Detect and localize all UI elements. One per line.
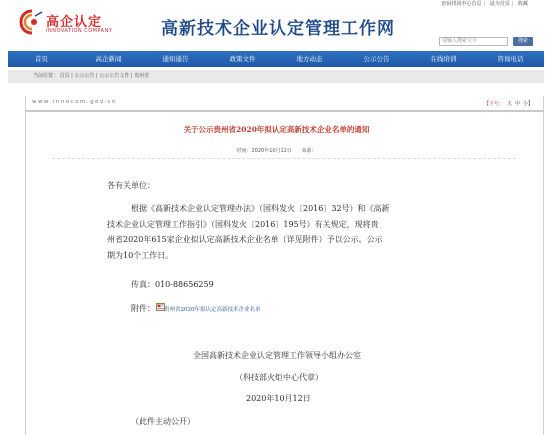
site-url: www.innocom.gov.cn [32, 99, 118, 105]
logo-text: 高企认定 [46, 15, 103, 30]
paragraph-line: 根据《高新技术企业认定管理办法》（国科发火〔2016〕32号）和《高新 [131, 204, 390, 213]
font-size-medium[interactable]: 中 [515, 101, 521, 107]
divider [52, 158, 516, 159]
paragraph-line: 州省2020年615家企业拟认定高新技术企业名单（详见附件）予以公示。公示 [107, 235, 383, 244]
nav-item-home[interactable]: 首页 [35, 55, 48, 63]
top-link-set-homepage[interactable]: 设为首页 [489, 1, 510, 7]
top-link-favorite[interactable]: 收藏 [517, 1, 528, 7]
top-link-separator: | [483, 1, 486, 7]
divider [25, 110, 544, 112]
signature-org: 全国高新技术企业认定管理工作领导小组办公室 [193, 351, 361, 360]
nav-item-news[interactable]: 高企新闻 [95, 55, 122, 63]
attachment-label: 附件： [131, 304, 155, 313]
site-title: 高新技术企业认定管理工作网 [161, 19, 395, 39]
logo-mark-icon [18, 8, 46, 36]
article-source: 来源： [301, 148, 317, 154]
search-input[interactable]: 请输入搜索文字 [439, 37, 508, 46]
nav-item-notices[interactable]: 通知通告 [162, 55, 189, 63]
font-size-label: 【字号： [484, 101, 505, 107]
article-fax: 传真：010-88656259 [131, 280, 214, 289]
font-size-control [484, 100, 533, 107]
breadcrumb[interactable]: 当前位置： 首页 | 公示公告 | 公示公告文件 | 贵州省 [33, 73, 150, 79]
nav-item-hotline[interactable]: 咨询电话 [497, 55, 524, 63]
signature-date: 2020年10月12日 [246, 394, 311, 403]
paragraph-line: 技术企业认定管理工作指引》（国科发火〔2016〕195号）有关规定，现将贵 [107, 219, 379, 229]
publicity-note: （此件主动公开） [131, 417, 195, 426]
top-link-home-center[interactable]: 密码找回中心首页 [441, 1, 482, 7]
article-paragraph [107, 201, 447, 263]
font-size-large[interactable]: 大 [507, 101, 513, 107]
nav-item-online-training[interactable]: 在线培训 [430, 55, 457, 63]
font-size-small[interactable]: 小】 [523, 101, 534, 107]
top-link-separator: | [511, 1, 514, 7]
site-logo[interactable] [18, 8, 128, 40]
article-title: 关于公示贵州省2020年拟认定高新技术企业名单的通知 [183, 125, 370, 134]
site-header [0, 0, 553, 50]
article-meta [0, 147, 553, 154]
signature-seal: （科技部火炬中心代章） [235, 373, 323, 382]
breadcrumb-bar [8, 70, 544, 83]
nav-item-policies[interactable]: 政策文件 [229, 55, 256, 63]
nav-item-announcements[interactable]: 公示公告 [363, 55, 390, 63]
search-button[interactable]: 搜索 [513, 37, 533, 46]
logo-subtext: INNOVATION COMPANY [46, 28, 113, 34]
article-salutation: 各有关单位： [107, 181, 155, 190]
article-time: 时间：2020年10月12日 [236, 148, 292, 154]
nav-item-local-news[interactable]: 地方动态 [296, 55, 323, 63]
paragraph-line: 期为10个工作日。 [107, 250, 174, 260]
attachment-link[interactable]: 贵州省2020年拟认定高新技术企业名单 [164, 307, 261, 313]
main-nav [8, 51, 544, 67]
top-links [438, 0, 528, 7]
